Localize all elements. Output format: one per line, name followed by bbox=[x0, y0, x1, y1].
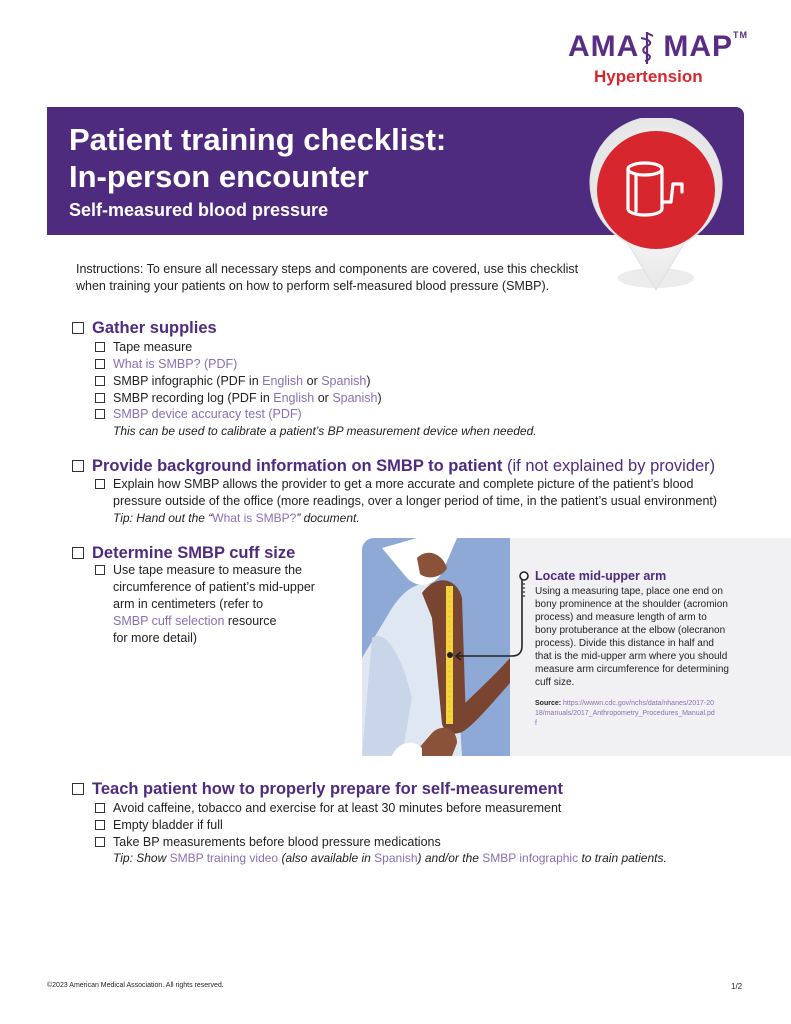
section-checkbox[interactable] bbox=[72, 547, 84, 559]
item-text: Empty bladder if full bbox=[113, 818, 223, 832]
log-english-link[interactable]: English bbox=[273, 391, 315, 405]
page-title bbox=[69, 121, 446, 195]
item-checkbox[interactable] bbox=[95, 393, 105, 403]
item-text: Use tape measure to measure the bbox=[113, 563, 302, 577]
page-subtitle: Self-measured blood pressure bbox=[69, 200, 329, 220]
item-text: SMBP infographic (PDF in bbox=[113, 374, 263, 388]
list-item bbox=[95, 800, 561, 817]
item-text: or bbox=[314, 391, 333, 405]
item-text: resource bbox=[224, 614, 277, 628]
arm-callout-title: Locate mid-upper arm bbox=[535, 569, 667, 583]
log-spanish-link[interactable]: Spanish bbox=[332, 391, 378, 405]
item-checkbox[interactable] bbox=[95, 565, 105, 575]
item-text: SMBP recording log (PDF in bbox=[113, 391, 274, 405]
logo-hypertension: Hypertension bbox=[594, 67, 703, 86]
tip-text: ) and/or the bbox=[417, 851, 483, 865]
item-text: Tape measure bbox=[113, 340, 193, 354]
caduceus-icon bbox=[636, 30, 658, 64]
what-is-smbp-tip-link[interactable]: What is SMBP? bbox=[212, 511, 297, 525]
section-heading: Determine SMBP cuff size bbox=[92, 544, 296, 562]
page-number: 1/2 bbox=[731, 982, 743, 991]
tip-text: Tip: Hand out the “ bbox=[113, 511, 213, 525]
logo-ama-text: AMA bbox=[568, 30, 640, 63]
item-checkbox[interactable] bbox=[95, 479, 105, 489]
video-spanish-link[interactable]: Spanish bbox=[374, 851, 418, 865]
item-text-cont: circumference of patient’s mid-upper bbox=[113, 580, 315, 594]
list-item bbox=[95, 339, 192, 356]
infographic-spanish-link[interactable]: Spanish bbox=[321, 374, 367, 388]
section-cuff-size bbox=[72, 544, 295, 563]
bp-cuff-pin-icon bbox=[581, 118, 731, 296]
supplies-note: This can be used to calibrate a patient’s BP measurement device when needed. bbox=[113, 424, 537, 438]
tip-text: to train patients. bbox=[578, 851, 667, 865]
list-item bbox=[95, 390, 382, 407]
section-heading: Teach patient how to properly prepare for self-measurement bbox=[92, 780, 563, 798]
item-text: ) bbox=[377, 391, 382, 405]
item-text-cont: for more detail) bbox=[113, 631, 198, 645]
copyright: ©2023 American Medical Association. All rights reserved. bbox=[47, 982, 224, 989]
item-text: Explain how SMBP allows the provider to get a more accurate and complete picture of the patient’s blood bbox=[113, 477, 694, 491]
background-tip bbox=[113, 511, 360, 525]
tip-text: ” document. bbox=[296, 511, 360, 525]
item-text: ) bbox=[366, 374, 371, 388]
section-checkbox[interactable] bbox=[72, 322, 84, 334]
source-label: Source: bbox=[535, 700, 562, 707]
arm-callout-source bbox=[535, 699, 715, 729]
section-heading: Provide background information on SMBP to patient bbox=[92, 457, 503, 475]
list-item bbox=[95, 373, 371, 390]
item-checkbox[interactable] bbox=[95, 837, 105, 847]
item-text: or bbox=[303, 374, 322, 388]
arm-callout-text: Using a measuring tape, place one end on bony prominence at the shoulder (acromion process) and measure length of arm to bony protuberance at the elbow (olecranon process). Divide this distance in half and that is the mid-upper arm where you should measure arm circumference for determining cuff size. bbox=[535, 586, 729, 688]
list-item bbox=[95, 834, 441, 851]
section-prepare bbox=[72, 780, 563, 799]
accuracy-test-link[interactable]: SMBP device accuracy test (PDF) bbox=[113, 407, 302, 421]
list-item bbox=[95, 817, 223, 834]
item-checkbox[interactable] bbox=[95, 803, 105, 813]
item-text: Take BP measurements before blood pressure medications bbox=[113, 835, 441, 849]
infographic-english-link[interactable]: English bbox=[262, 374, 304, 388]
list-item bbox=[95, 562, 302, 579]
section-heading-note: (if not explained by provider) bbox=[506, 457, 716, 475]
item-checkbox[interactable] bbox=[95, 409, 105, 419]
training-video-link[interactable]: SMBP training video bbox=[169, 851, 279, 865]
item-checkbox[interactable] bbox=[95, 342, 105, 352]
infographic-link[interactable]: SMBP infographic bbox=[482, 851, 579, 865]
source-link[interactable]: https://wwwn.cdc.gov/nchs/data/nhanes/2017-2018/manuals/2017_Anthropometry_Procedures_Manual.pdf bbox=[535, 700, 715, 727]
item-text-cont bbox=[113, 613, 277, 630]
what-is-smbp-link[interactable]: What is SMBP? (PDF) bbox=[113, 357, 238, 371]
logo-tm: TM bbox=[733, 30, 748, 40]
logo-map-text: MAP bbox=[663, 30, 733, 63]
list-item bbox=[95, 476, 693, 493]
list-item bbox=[95, 356, 237, 373]
prepare-tip bbox=[113, 851, 667, 865]
section-background-info bbox=[72, 457, 715, 476]
logo-wordmark bbox=[568, 30, 748, 64]
instructions-text: Instructions: To ensure all necessary steps and components are covered, use this checklist when training your patients on how to perform self-measured blood pressure (SMBP). bbox=[76, 262, 579, 293]
list-item bbox=[95, 406, 302, 423]
item-text: Avoid caffeine, tobacco and exercise for at least 30 minutes before measurement bbox=[113, 801, 562, 815]
title-line-1: Patient training checklist: bbox=[69, 122, 447, 157]
tip-text: (also available in bbox=[278, 851, 375, 865]
section-checkbox[interactable] bbox=[72, 460, 84, 472]
item-text-cont: pressure outside of the office (more readings, over a longer period of time, in the patient’s usual environment) bbox=[113, 494, 718, 508]
item-text-cont: arm in centimeters (refer to bbox=[113, 597, 264, 611]
section-checkbox[interactable] bbox=[72, 783, 84, 795]
item-checkbox[interactable] bbox=[95, 376, 105, 386]
item-checkbox[interactable] bbox=[95, 359, 105, 369]
section-gather-supplies bbox=[72, 319, 217, 338]
title-line-2: In-person encounter bbox=[69, 159, 369, 194]
cuff-selection-link[interactable]: SMBP cuff selection bbox=[113, 614, 225, 628]
section-heading: Gather supplies bbox=[92, 319, 217, 337]
item-checkbox[interactable] bbox=[95, 820, 105, 830]
tip-text: Tip: Show bbox=[113, 851, 170, 865]
